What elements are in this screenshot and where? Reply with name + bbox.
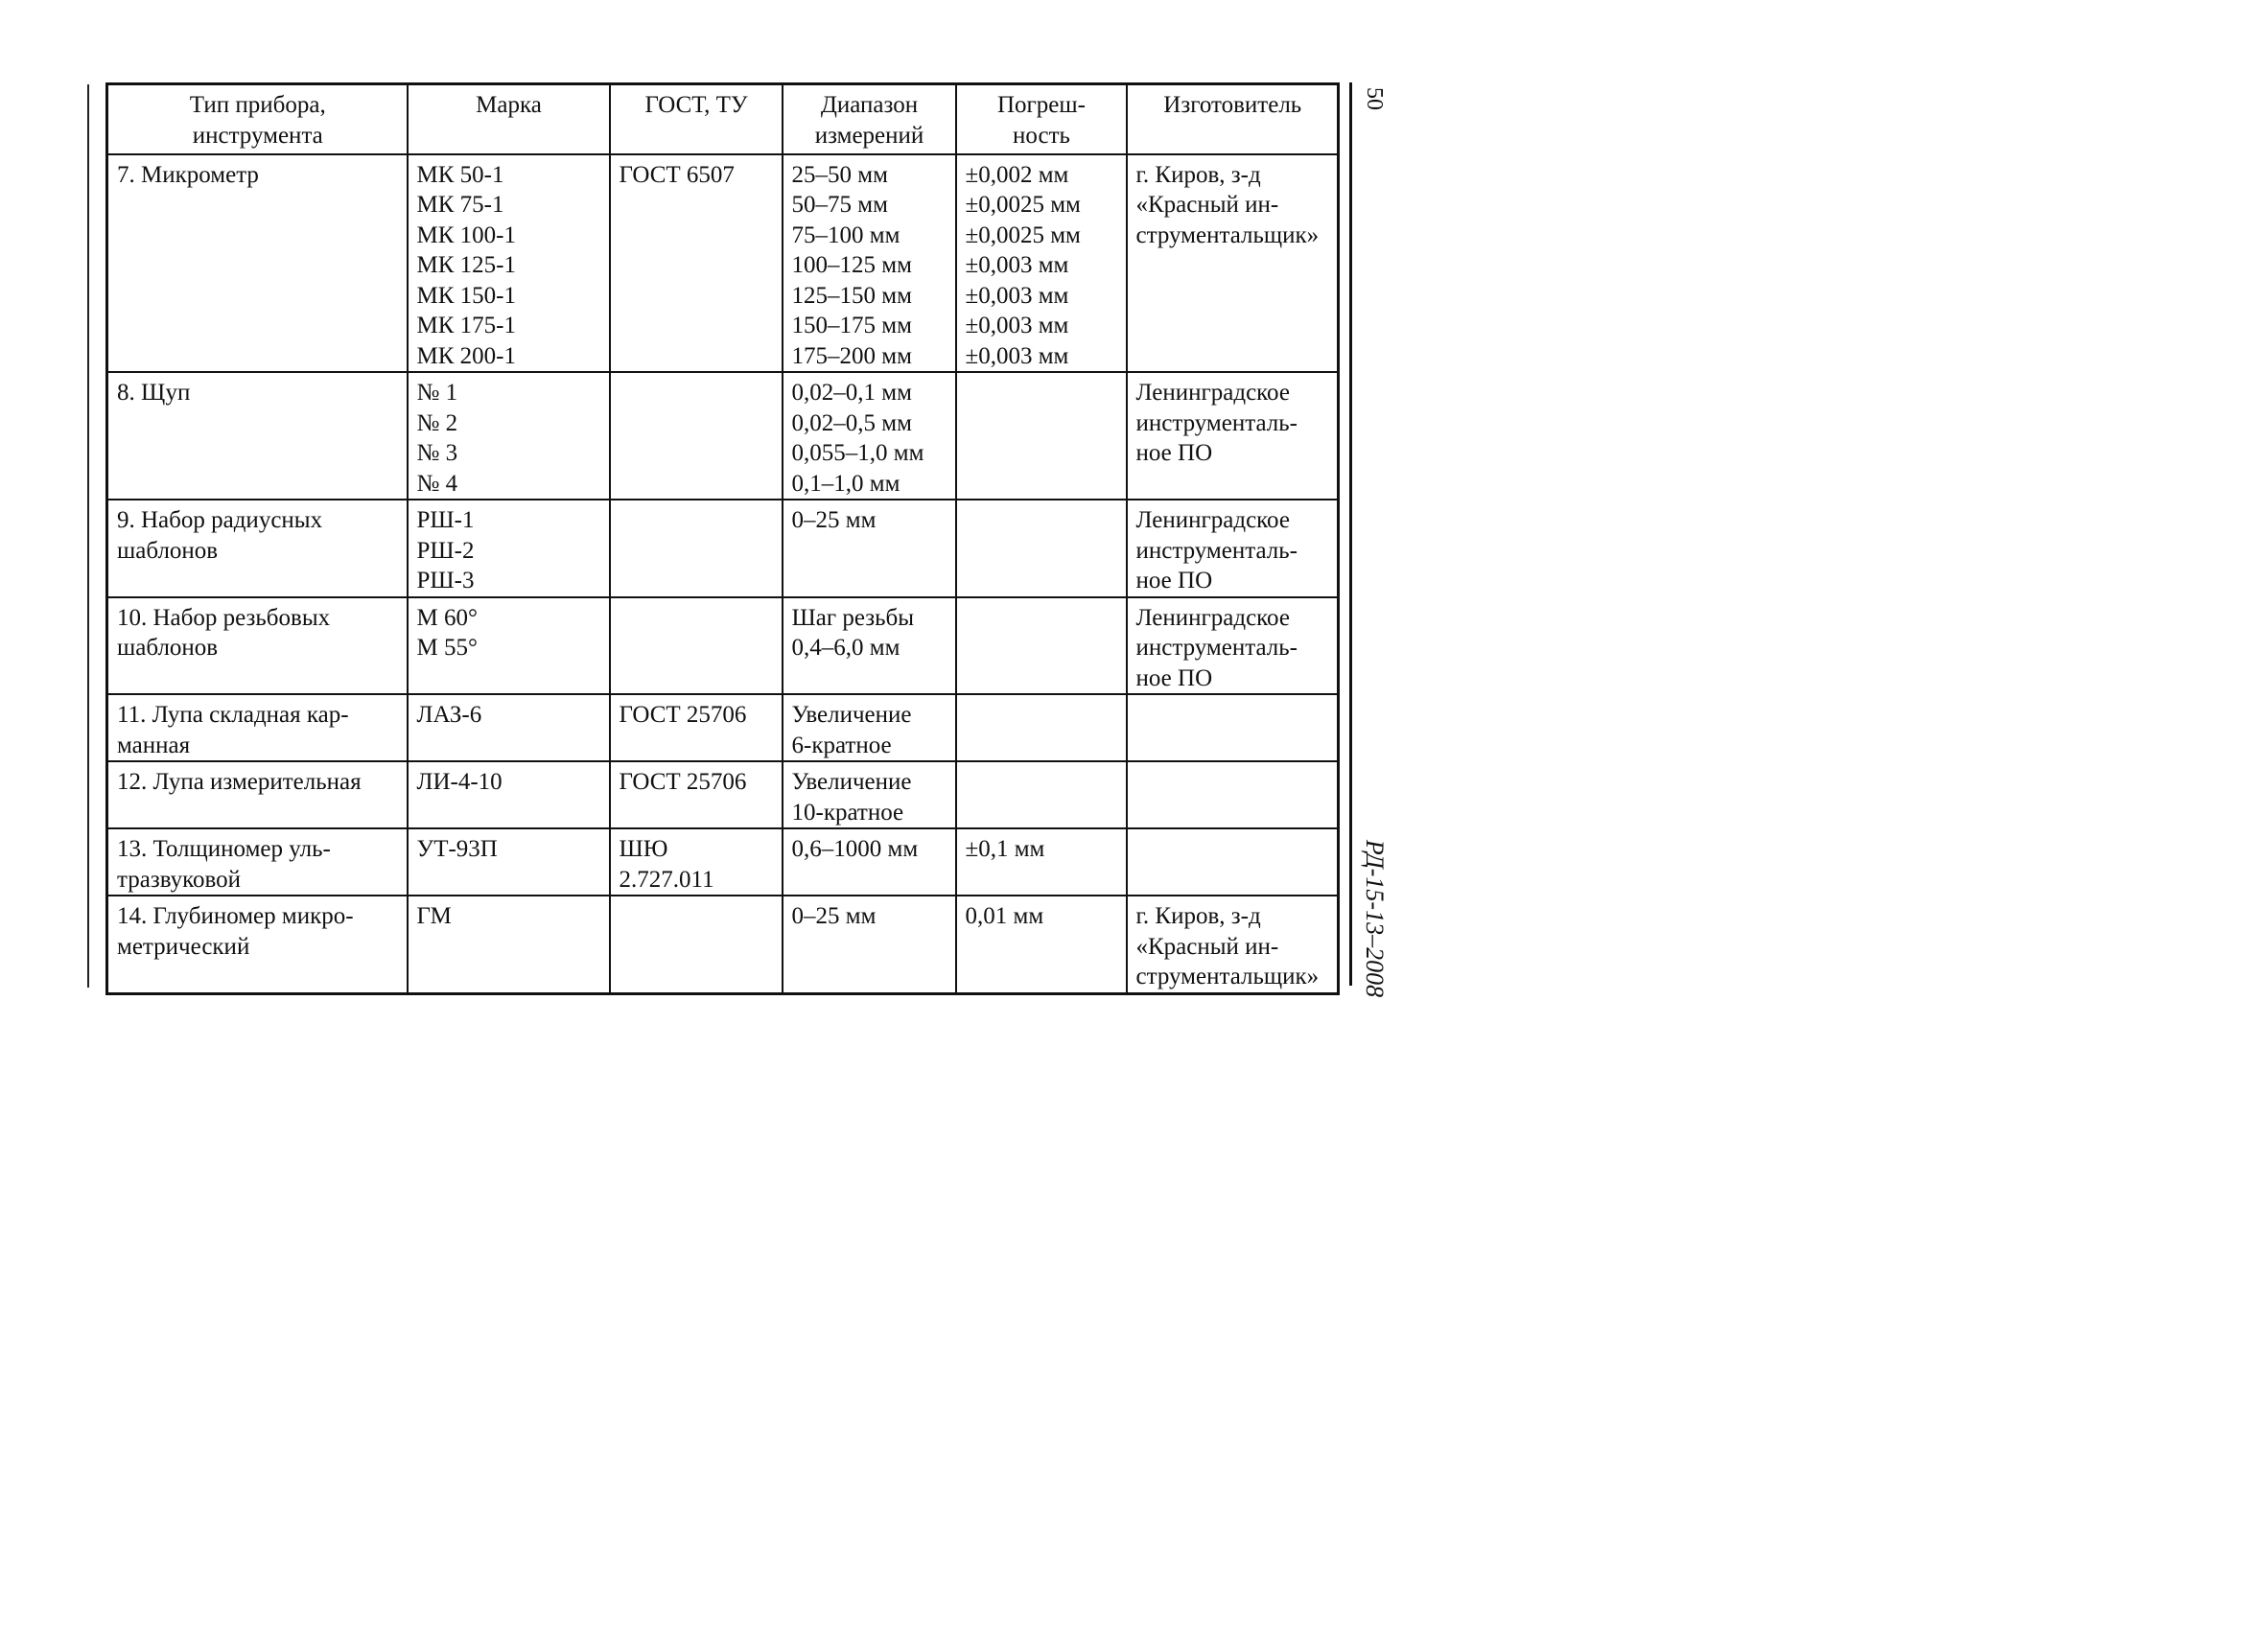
cell-range: Увеличение 6-кратное [783, 694, 956, 761]
table-row [107, 372, 1339, 500]
cell-maker: Ленинградское инструменталь- ное ПО [1127, 597, 1339, 695]
cell-gost: ГОСТ 25706 [610, 761, 783, 828]
cell-type: 10. Набор резьбовых шаблонов [107, 597, 408, 695]
cell-error [956, 597, 1127, 695]
cell-maker: г. Киров, з-д «Красный ин- струментальщик» [1127, 154, 1339, 373]
cell-brand: ЛАЗ-6 [408, 694, 610, 761]
header-cell-gost: ГОСТ, ТУ [610, 84, 783, 154]
cell-gost: ГОСТ 25706 [610, 694, 783, 761]
cell-brand: ГМ [408, 896, 610, 993]
table-row [107, 597, 1339, 695]
cell-error [956, 500, 1127, 597]
header-cell-maker: Изготовитель [1127, 84, 1339, 154]
cell-range: 0–25 мм [783, 896, 956, 993]
header-cell-brand: Марка [408, 84, 610, 154]
cell-gost [610, 597, 783, 695]
table-row [107, 761, 1339, 828]
cell-gost: ШЮ 2.727.011 [610, 828, 783, 896]
cell-error: 0,01 мм [956, 896, 1127, 993]
cell-type: 8. Щуп [107, 372, 408, 500]
table-header-row [107, 84, 1339, 154]
cell-range: 0–25 мм [783, 500, 956, 597]
header-cell-error: Погреш- ность [956, 84, 1127, 154]
cell-brand: РШ-1 РШ-2 РШ-3 [408, 500, 610, 597]
cell-brand: УТ-93П [408, 828, 610, 896]
table-row [107, 896, 1339, 993]
cell-range: 0,6–1000 мм [783, 828, 956, 896]
cell-range: Увеличение 10-кратное [783, 761, 956, 828]
cell-type: 11. Лупа складная кар- манная [107, 694, 408, 761]
cell-error [956, 694, 1127, 761]
cell-type: 14. Глубиномер микро- метрический [107, 896, 408, 993]
cell-range: 25–50 мм 50–75 мм 75–100 мм 100–125 мм 125–150 мм 150–175 мм 175–200 мм [783, 154, 956, 373]
cell-range: Шаг резьбы 0,4–6,0 мм [783, 597, 956, 695]
cell-brand: МК 50-1 МК 75-1 МК 100-1 МК 125-1 МК 150-1 МК 175-1 МК 200-1 [408, 154, 610, 373]
cell-range: 0,02–0,1 мм 0,02–0,5 мм 0,055–1,0 мм 0,1–1,0 мм [783, 372, 956, 500]
page-number: 50 [1362, 87, 1387, 110]
instruments-table [105, 82, 1340, 995]
cell-maker [1127, 761, 1339, 828]
document-code: РД-15-13–2008 [1361, 839, 1389, 998]
table-row [107, 500, 1339, 597]
cell-maker [1127, 828, 1339, 896]
right-margin-rule [1349, 82, 1352, 986]
cell-error: ±0,1 мм [956, 828, 1127, 896]
left-margin-rule [87, 84, 89, 988]
table-row [107, 154, 1339, 373]
cell-brand: № 1 № 2 № 3 № 4 [408, 372, 610, 500]
table-row [107, 694, 1339, 761]
cell-type: 13. Толщиномер уль- тразвуковой [107, 828, 408, 896]
header-cell-range: Диапазон измерений [783, 84, 956, 154]
cell-maker: Ленинградское инструменталь- ное ПО [1127, 500, 1339, 597]
cell-error: ±0,002 мм ±0,0025 мм ±0,0025 мм ±0,003 мм ±0,003 мм ±0,003 мм ±0,003 мм [956, 154, 1127, 373]
cell-error [956, 761, 1127, 828]
cell-gost [610, 372, 783, 500]
cell-gost [610, 896, 783, 993]
header-cell-type: Тип прибора, инструмента [107, 84, 408, 154]
cell-type: 12. Лупа измерительная [107, 761, 408, 828]
cell-maker [1127, 694, 1339, 761]
cell-gost [610, 500, 783, 597]
cell-type: 7. Микрометр [107, 154, 408, 373]
cell-gost: ГОСТ 6507 [610, 154, 783, 373]
table-row [107, 828, 1339, 896]
cell-maker: Ленинградское инструменталь- ное ПО [1127, 372, 1339, 500]
cell-type: 9. Набор радиусных шаблонов [107, 500, 408, 597]
cell-brand: ЛИ-4-10 [408, 761, 610, 828]
cell-maker: г. Киров, з-д «Красный ин- струментальщик» [1127, 896, 1339, 993]
cell-error [956, 372, 1127, 500]
cell-brand: М 60° М 55° [408, 597, 610, 695]
